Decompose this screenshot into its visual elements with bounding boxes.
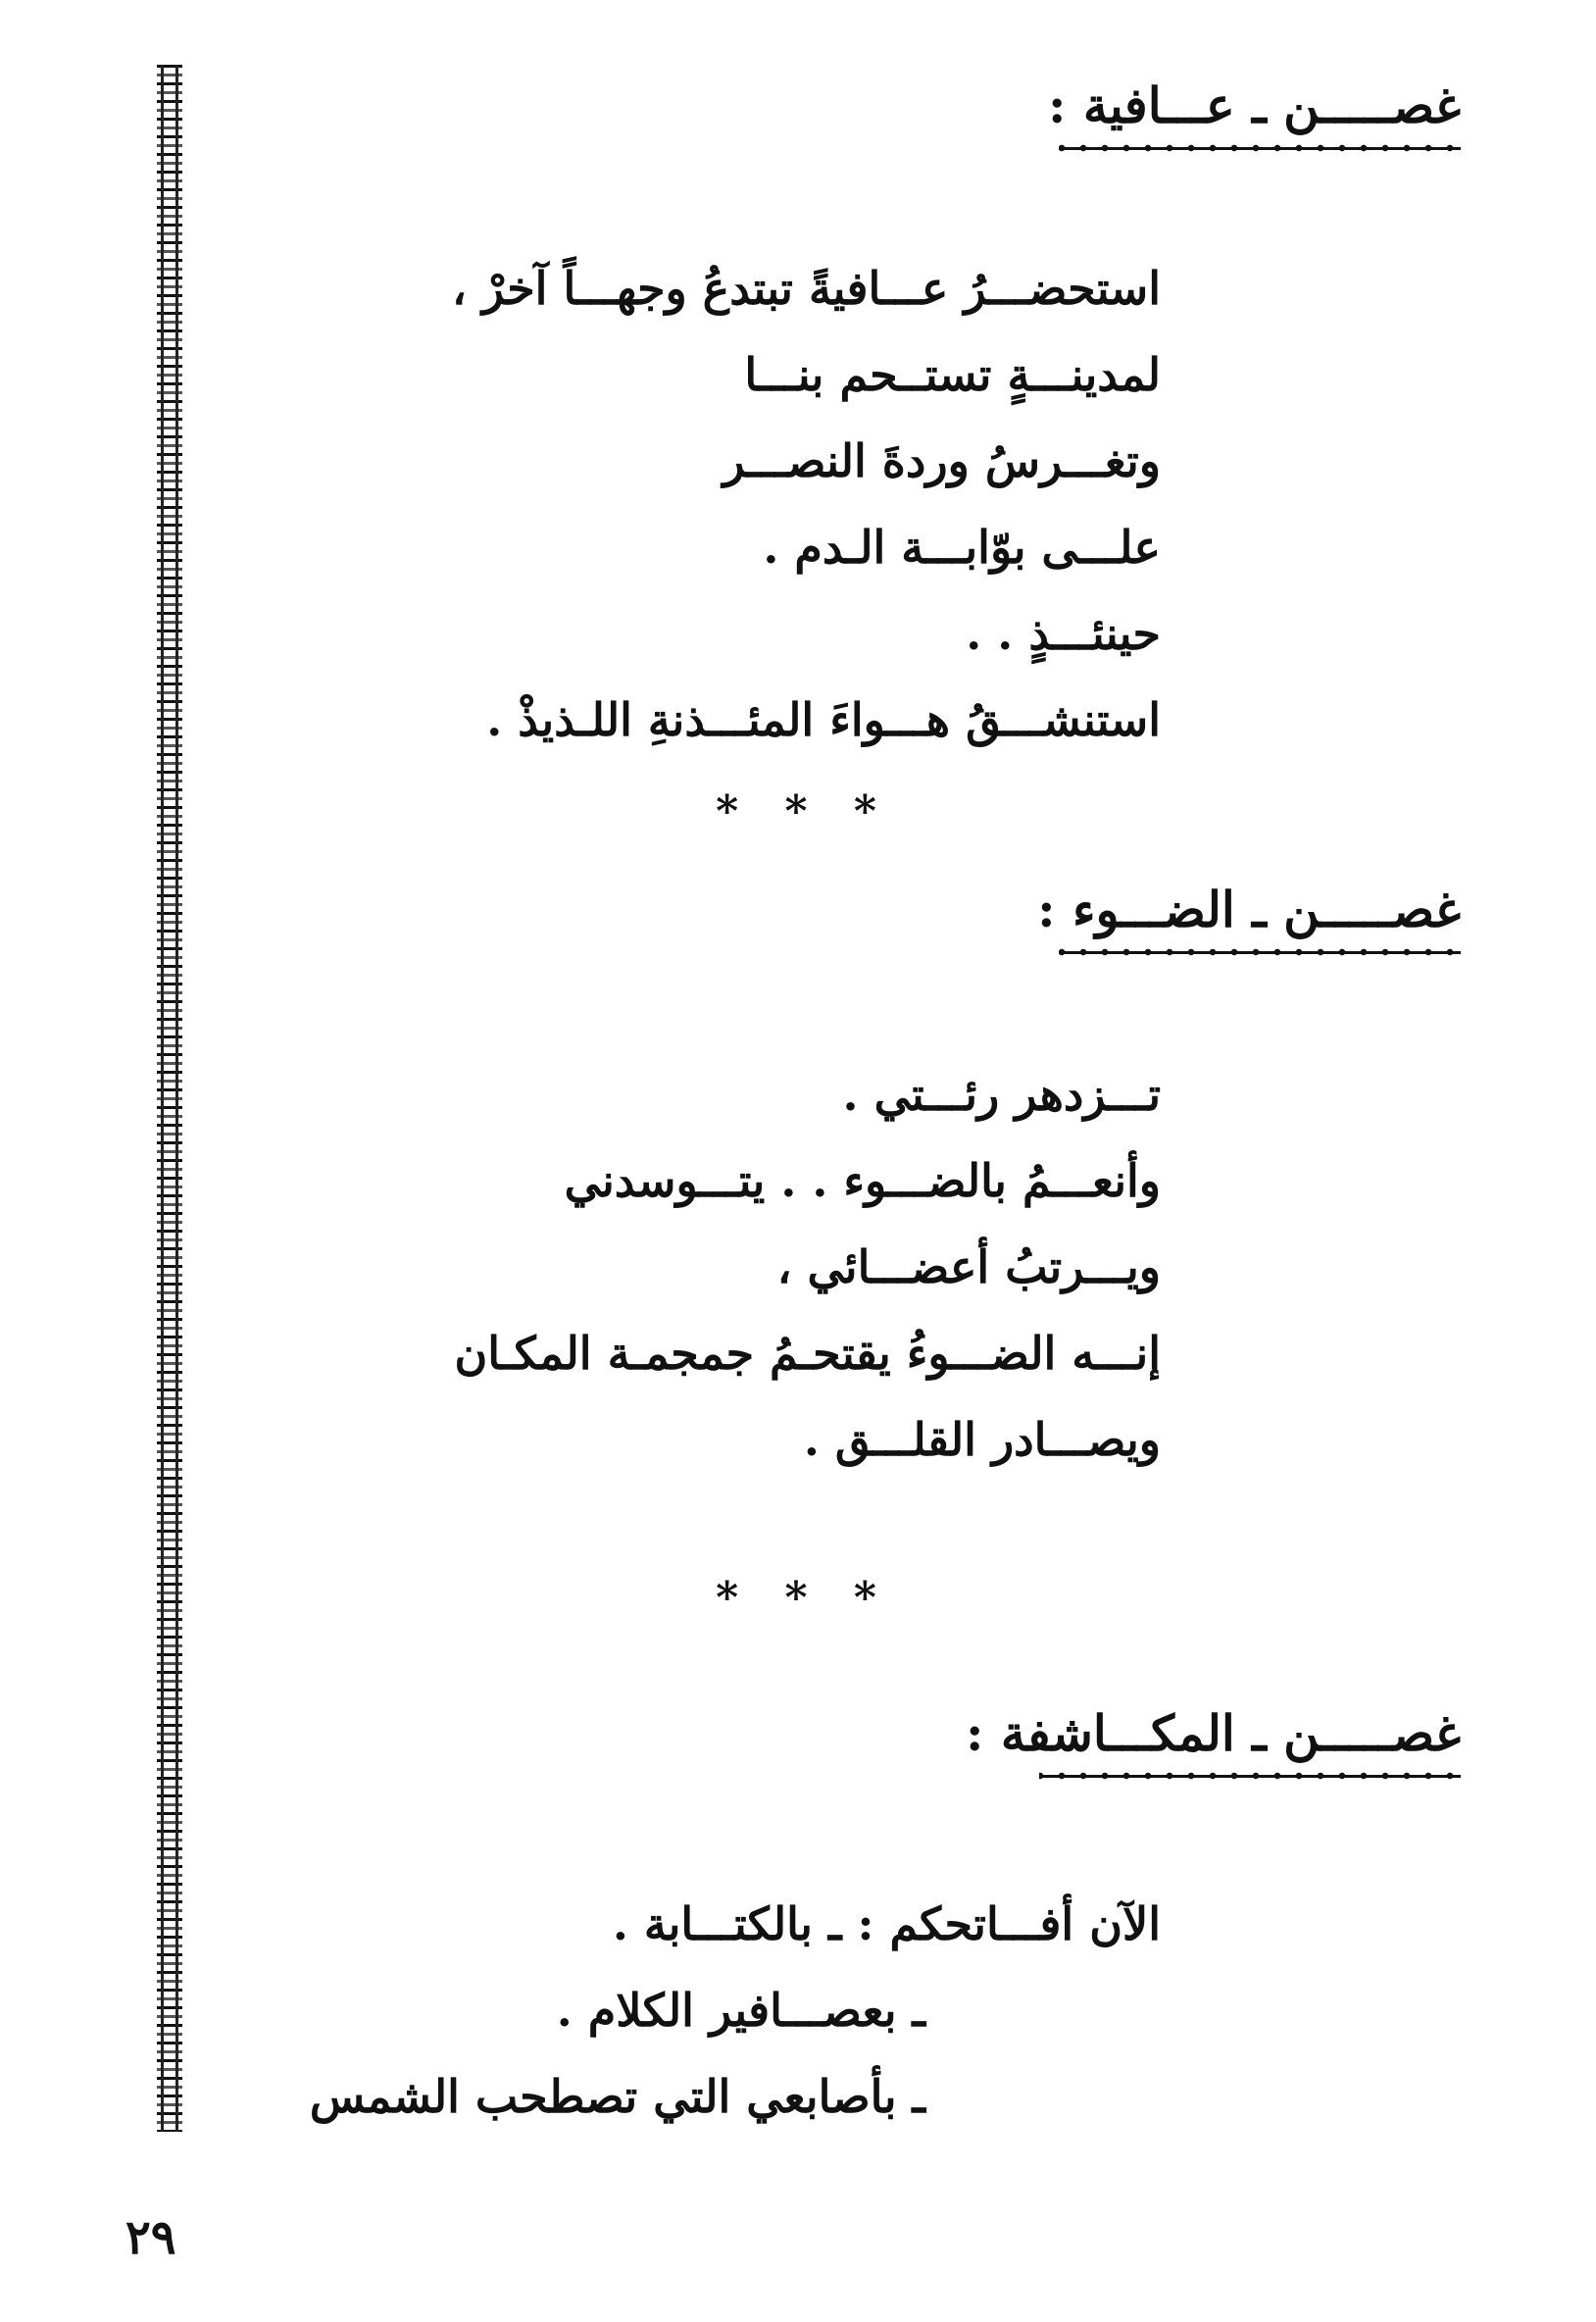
poem-line: لمدينـــةٍ تستــحم بنـــا [744,348,1161,401]
poem-line: إنـــه الضـــوءُ يقتحـمُ جمجمـة المكـان [454,1327,1161,1380]
section-heading-afiya [1048,76,1461,155]
section-separator: * * * [716,786,892,836]
heading-ornament [1059,945,1461,959]
poem-line: ويصـــادر القلـــق . [803,1413,1161,1466]
poem-line: استحضـــرُ عـــافيةً تبتدعُ وجهـــاً آخرْ ، [452,262,1161,315]
decorative-border [157,65,182,2132]
poem-line: ـ بأصابعي التي تصطحب الشمس [309,2070,925,2123]
section-separator: * * * [716,1573,892,1623]
heading-ornament [1039,1769,1461,1783]
section-heading-text: غصـــــن ـ الضـــوء : [1037,881,1461,938]
poem-line: حينئـــذٍ . . [966,607,1161,660]
poem-line: وتغـــرسُ وردةَ النصـــر [723,434,1161,487]
poem-line: ويـــرتبُ أعضـــائي ، [776,1240,1161,1293]
poem-stanza-disclosure [180,1881,1161,2140]
poem-line: وأنعـــمُ بالضـــوء . . يتـــوسدني [564,1154,1161,1207]
poem-line: استنشـــقُ هـــواءَ المئـــذنةِ اللـذيذْ . [486,693,1161,746]
section-heading-text: غصـــــن ـ المكـــاشفة : [966,1704,1461,1762]
poem-line: ـ بعصـــافير الكلام . [556,1984,925,2037]
poem-line: الآن أفـــاتحكم : ـ بالكتـــابة . [612,1897,1161,1950]
section-heading-light [1037,881,1461,959]
section-heading-disclosure [966,1704,1461,1783]
section-heading-text: غصـــــن ـ عـــافية : [1048,76,1461,134]
poem-line: تـــزدهر رئـــتي . [842,1068,1161,1121]
poem-stanza-light [180,1051,1161,1483]
poem-line: علـــى بوّابـــة الـدم . [763,521,1161,574]
page-number: ٢٩ [125,2210,176,2265]
heading-ornament [1059,141,1461,155]
poem-stanza-afiya [180,245,1161,763]
